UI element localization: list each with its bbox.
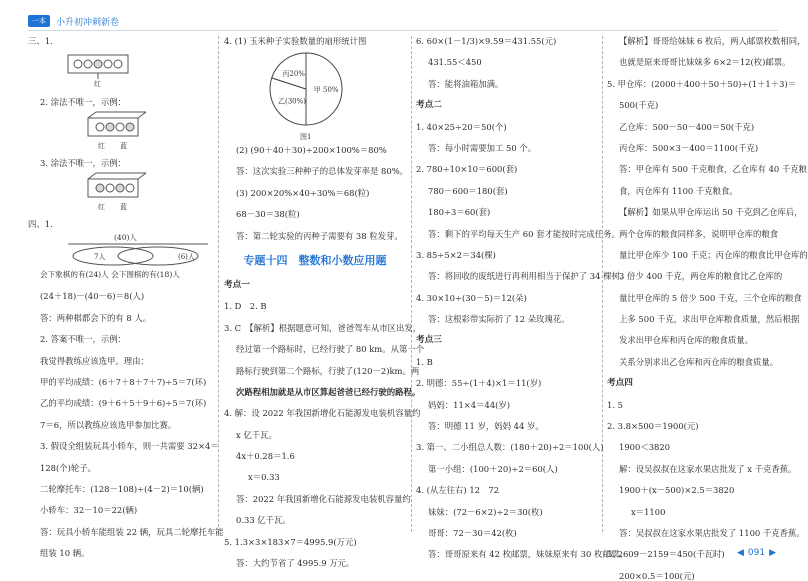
answer-line: 三、1.	[28, 36, 53, 46]
page-number: 091	[747, 548, 766, 558]
answer-line: 2. 答案不唯一，示例：	[40, 334, 127, 345]
bead	[104, 60, 112, 68]
bead	[74, 60, 82, 68]
answer-line: 2. 涂法不唯一，示例：	[40, 97, 127, 107]
answer-line: 1900＋(x－500)×2.5＝3820	[619, 485, 735, 496]
answer-line: 妹妹：(72－6×2)÷2＝30(枚)	[428, 506, 543, 517]
answer-line: 乙仓库：500－50－400＝50(千克)	[619, 121, 755, 132]
answer-line: 0.33 亿千瓦。	[236, 515, 291, 526]
answer-line: 3. 假设全组装玩具小轿车，则一共需要 32×4＝	[40, 441, 219, 452]
answer-line: 答：玩具小轿车能组装 22 辆，玩具二轮摩托车能	[40, 526, 224, 537]
answer-line: 5. 1.3×3×183×7＝4995.9(万元)	[224, 536, 357, 547]
bead	[94, 60, 102, 68]
next-arrow-icon[interactable]: ▶	[769, 548, 776, 558]
answer-line: (2) (90＋40＋30)÷200×100%＝80%	[236, 145, 387, 155]
label-blue: 蓝	[120, 203, 127, 211]
answer-line: 答：这根彩带实际折了 12 朵玫瑰花。	[428, 314, 570, 325]
column-divider	[218, 36, 219, 532]
section-heading: 考点一	[224, 279, 250, 290]
answer-line: 解：设吴叔叔在这家水果店批发了 x 千克香蕉。	[619, 463, 797, 474]
pie-label-甲: 甲 50%	[313, 86, 339, 94]
topic-heading: 专题十四 整数和小数应用题	[243, 253, 387, 267]
bead-box-figure	[58, 51, 178, 87]
answer-line: 量比甲仓库少 100 千克；丙仓库的粮食比甲仓库的	[619, 249, 808, 260]
answer-line: 1. B	[416, 356, 433, 367]
answer-line: 4. 30×10÷(30－5)＝12(朵)	[416, 292, 527, 303]
answer-line: 4. (1) 玉米种子实验数量的扇形统计图	[224, 36, 367, 46]
answer-line: 180÷3＝60(套)	[428, 207, 491, 218]
prev-arrow-icon[interactable]: ◀	[736, 548, 744, 558]
venn-total: (40)人	[114, 233, 137, 242]
answer-line: 甲的平均成绩：(6＋7＋8＋7＋7)÷5＝7(环)	[40, 376, 207, 387]
answer-line: 5. 甲仓库：(2000＋400＋50＋50)÷(1＋1＋3)＝	[607, 78, 797, 89]
answer-line: 68－30＝38(粒)	[236, 209, 300, 220]
answer-line: 答：每小时需要加工 50 个。	[428, 142, 537, 153]
answer-line: 答：将回收的废纸进行再利用相当于保护了 34 棵树。	[428, 271, 629, 282]
answer-line: 我觉得教练应该选甲。理由：	[40, 355, 149, 366]
answer-line: 答：这次实验三种种子的总体发芽率是 80%。	[236, 166, 409, 177]
answer-line: 丙仓库：500×3－400＝1100(千克)	[619, 142, 759, 153]
section-heading: 考点四	[607, 378, 633, 389]
answer-line: 发求出甲仓库和丙仓库的粮食质量。	[619, 335, 753, 346]
answer-line: x＝1100	[631, 506, 666, 517]
answer-line: 1. 40×25÷20＝50(个)	[416, 121, 507, 132]
answer-line: 1900＜3820	[619, 442, 671, 453]
answer-line: 答：明德 11 岁，妈妈 44 岁。	[428, 421, 544, 432]
answer-line: 3. 涂法不唯一，示例：	[40, 158, 127, 168]
pie-caption: 图1	[300, 133, 312, 141]
answer-line: 答：能将油箱加满。	[428, 78, 504, 89]
answer-line: 2. 明德：55÷(1＋4)×1＝11(岁)	[416, 378, 542, 389]
answer-line: 780－600＝180(套)	[428, 185, 508, 196]
label-blue: 蓝	[120, 142, 127, 150]
page-footer	[737, 548, 776, 558]
column-divider	[411, 36, 412, 532]
answer-line: 量比甲仓库的 5 倍少 500 千克，三个仓库的粮食	[619, 292, 802, 303]
column-divider	[602, 36, 603, 532]
section-heading: 考点二	[416, 100, 442, 111]
answer-line: 7＝6，所以教练应该选甲参加比赛。	[40, 419, 177, 430]
answer-line: 食，丙仓库有 1100 千克粮食。	[619, 185, 738, 196]
answer-line: 2. 780÷10×10＝600(套)	[416, 164, 518, 175]
venn-caption: 会下象棋的有(24)人 会下围棋的有(18)人	[40, 270, 180, 279]
venn-diagram	[28, 232, 213, 266]
answer-line: 3. 85÷5×2＝34(棵)	[416, 249, 496, 260]
header-title: 小升初冲刺新卷	[56, 17, 120, 28]
answer-line: 1. D 2. B	[224, 301, 267, 312]
answer-line: 4x＋0.28＝1.6	[236, 451, 295, 462]
pie-chart	[244, 49, 406, 141]
box-figure-2	[58, 112, 178, 148]
answer-line: 答：两种棋都会下的有 8 人。	[40, 312, 152, 323]
answer-line: (24＋18)－(40－6)＝8(人)	[40, 291, 145, 302]
answer-line: 【解析】哥哥给妹妹 6 枚后，两人邮票枚数相同，	[619, 36, 806, 46]
page-header	[28, 14, 119, 28]
answer-line: 答：哥哥原来有 42 枚邮票，妹妹原来有 30 枚邮票。	[428, 549, 628, 560]
answer-line: 3. C 【解析】根据题意可知，爸爸驾车从市区出发，	[224, 322, 422, 333]
answer-line: 乙的平均成绩：(9＋6＋5＋9＋6)÷5＝7(环)	[40, 398, 207, 409]
answer-line: 答：第二轮实验的丙种子需要有 38 粒发芽。	[236, 230, 403, 241]
answer-line: 3. 第一、二小组总人数：(180＋20)÷2＝100(人)	[416, 442, 604, 453]
answer-line: 上多 500 千克，求出甲仓库粮食质量，然后根据	[619, 314, 800, 325]
answer-line: 4. (从左往右) 12 72	[416, 485, 500, 496]
answer-line: 第一小组：(100＋20)÷2＝60(人)	[428, 463, 558, 474]
header-badge: 一本	[28, 15, 50, 27]
pie-label-丙: 丙20%	[282, 69, 305, 78]
answer-line: 经过第一个路标时，已经行驶了 80 km。从第一个	[236, 344, 425, 355]
answer-line: 【解析】如果从甲仓库运出 50 千克到乙仓库后，	[619, 207, 803, 218]
answer-line: 答：剩下的平均每天生产 60 套才能按时完成任务。	[428, 228, 620, 239]
answer-line: 二轮摩托车：(128－108)÷(4－2)＝10(辆)	[40, 483, 204, 494]
answer-line: 128(个)轮子。	[40, 462, 97, 473]
answer-line: 答：大约节省了 4995.9 万元。	[236, 558, 355, 569]
answer-line: 哥哥：72－30＝42(枚)	[428, 527, 517, 538]
answer-line: 3. 2609－2159＝450(千瓦时)	[607, 549, 725, 560]
section-heading: 考点三	[416, 335, 442, 346]
answer-line: 四、1.	[28, 219, 53, 229]
venn-left-label: 7人	[94, 253, 106, 261]
answer-line: 200×0.5＝100(元)	[619, 570, 695, 581]
answer-line: 也就是原来哥哥比妹妹多 6×2＝12(枚)邮票。	[619, 57, 791, 68]
answer-line: 两个仓库的粮食同样多，说明甲仓库的粮食	[619, 228, 779, 239]
answer-line: 答：吴叔叔在这家水果店批发了 1100 千克香蕉。	[619, 527, 805, 538]
answer-line: 3 倍少 400 千克，两仓库的粮食比乙仓库的	[619, 271, 783, 282]
answer-line: 次路程相加就是从市区算起爸爸已经行驶的路程。	[236, 386, 421, 397]
header-rule	[28, 30, 778, 31]
answer-line: 500(千克)	[619, 100, 659, 111]
answer-line: x＝0.33	[248, 472, 280, 483]
bead	[114, 60, 122, 68]
answer-line: 答：甲仓库有 500 千克粮食，乙仓库有 40 千克粮	[619, 164, 808, 175]
answer-line: 1. 5	[607, 399, 623, 410]
label-red: 红	[98, 203, 105, 211]
label-red: 红	[94, 80, 101, 88]
answer-line: x 亿千瓦。	[236, 429, 277, 440]
answer-line: 4. 解：设 2022 年我国新增化石能源发电装机容量约	[224, 408, 421, 419]
answer-line: 关系分别求出乙仓库和丙仓库的粮食质量。	[619, 356, 779, 367]
column-1	[28, 36, 224, 559]
answer-line: (3) 200×20%×40÷30%＝68(粒)	[236, 187, 370, 198]
answer-line: 组装 10 辆。	[40, 548, 90, 559]
answer-line: 6. 60×(1－1/3)×9.59＝431.55(元)	[416, 36, 557, 46]
box-figure-3	[58, 173, 178, 209]
pie-label-乙: 乙(30%)	[277, 97, 307, 106]
answer-line: 2. 3.8×500＝1900(元)	[607, 421, 699, 432]
venn-left-ellipse	[73, 247, 153, 265]
pie-svg	[244, 49, 394, 141]
bead	[84, 60, 92, 68]
answer-line: 431.55＜450	[428, 57, 482, 68]
answer-line: 答：2022 年我国新增化石能源发电装机容量约	[236, 493, 411, 504]
answer-line: 小轿车：32－10＝22(辆)	[40, 505, 138, 516]
answer-line: 妈妈：11×4＝44(岁)	[428, 399, 511, 410]
venn-right-label: (6)人	[178, 253, 195, 261]
label-red: 红	[98, 142, 105, 150]
answer-line: 路标行驶到第二个路标，行驶了(120－2)km。两	[236, 365, 420, 376]
